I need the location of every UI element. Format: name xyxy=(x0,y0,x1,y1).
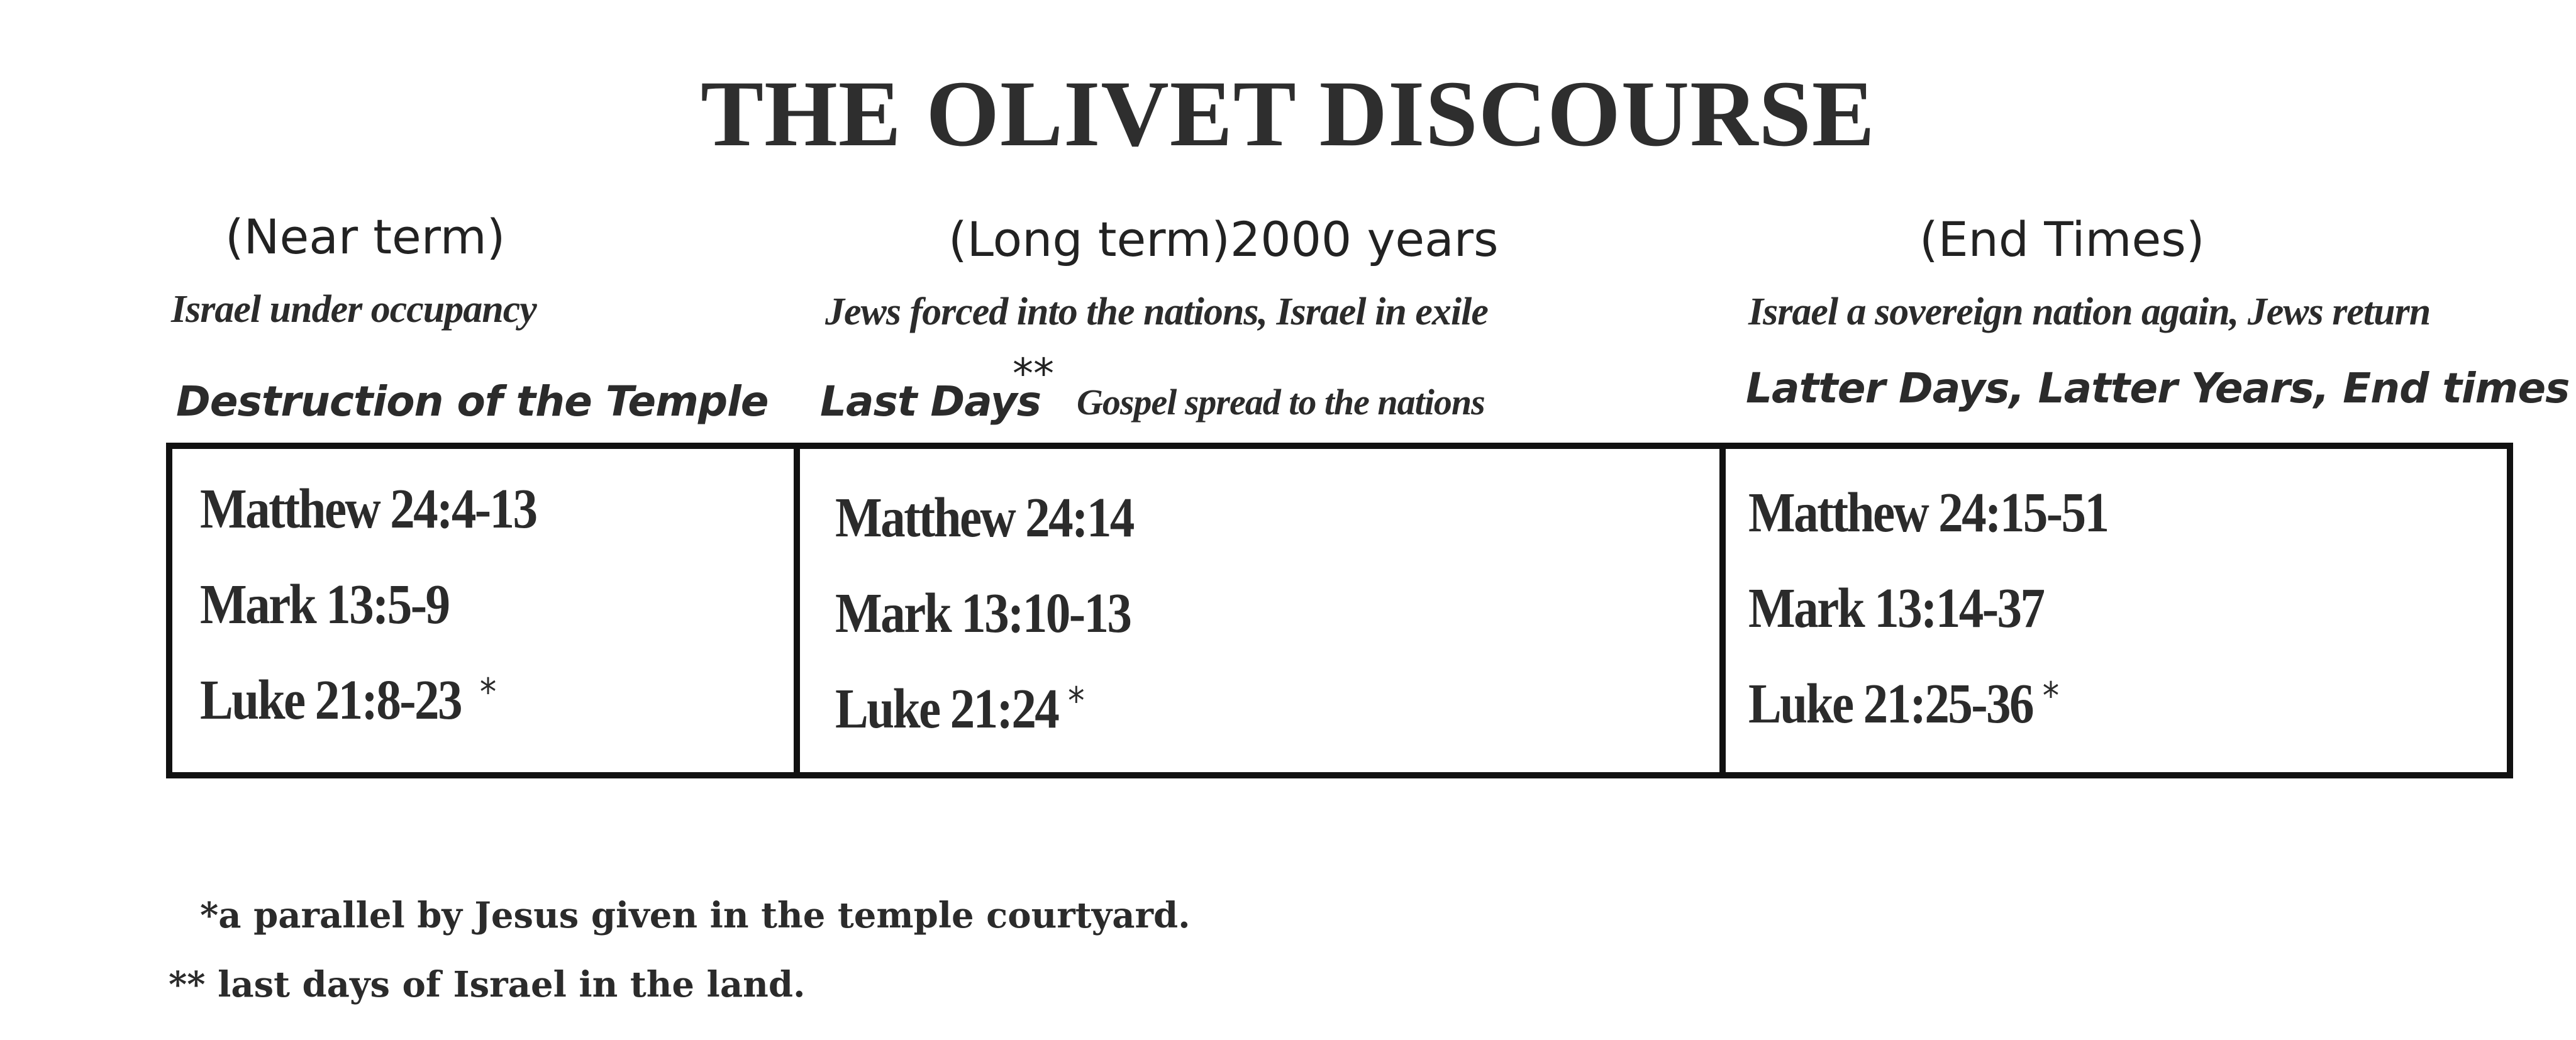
column-label-long-term: Last Days xyxy=(820,377,1041,426)
column-heading-long-term: (Long term)2000 years xyxy=(948,211,1499,267)
last-days-marker: ** xyxy=(1013,350,1054,398)
reference-matthew-near: Matthew 24:4-13 xyxy=(200,478,536,540)
reference-luke-end: Luke 21:25-36 * xyxy=(1748,673,2060,735)
column-heading-near-term: (Near term) xyxy=(225,209,506,265)
column-heading-end-times: (End Times) xyxy=(1919,211,2205,267)
column-divider-2 xyxy=(1719,443,1726,778)
reference-marker: * xyxy=(2042,674,2060,718)
reference-mark-long: Mark 13:10-13 xyxy=(835,582,1131,644)
column-subtitle-near-term: Israel under occupancy xyxy=(171,288,536,331)
reference-luke-near: Luke 21:8-23 * xyxy=(200,669,497,731)
reference-mark-near: Mark 13:5-9 xyxy=(200,573,449,636)
page-title: THE OLIVET DISCOURSE xyxy=(701,62,1875,166)
column-label-end-times: Latter Days, Latter Years, End times xyxy=(1746,364,2570,412)
footnote-double-asterisk: ** last days of Israel in the land. xyxy=(169,964,806,1005)
column-label-near-term: Destruction of the Temple xyxy=(176,377,769,426)
reference-mark-end: Mark 13:14-37 xyxy=(1748,577,2044,639)
reference-luke-long: Luke 21:24 * xyxy=(835,678,1085,740)
footnote-single-asterisk: *a parallel by Jesus given in the temple courtyard. xyxy=(200,895,1191,936)
reference-marker: * xyxy=(479,670,497,714)
reference-matthew-long: Matthew 24:14 xyxy=(835,487,1133,549)
reference-marker: * xyxy=(1068,679,1085,723)
column-subtitle-long-term: Jews forced into the nations, Israel in exile xyxy=(825,290,1488,333)
reference-matthew-end: Matthew 24:15-51 xyxy=(1748,482,2108,544)
column-divider-1 xyxy=(794,443,800,778)
column-subtitle-end-times: Israel a sovereign nation again, Jews return xyxy=(1748,290,2431,333)
gospel-note: Gospel spread to the nations xyxy=(1077,382,1485,423)
